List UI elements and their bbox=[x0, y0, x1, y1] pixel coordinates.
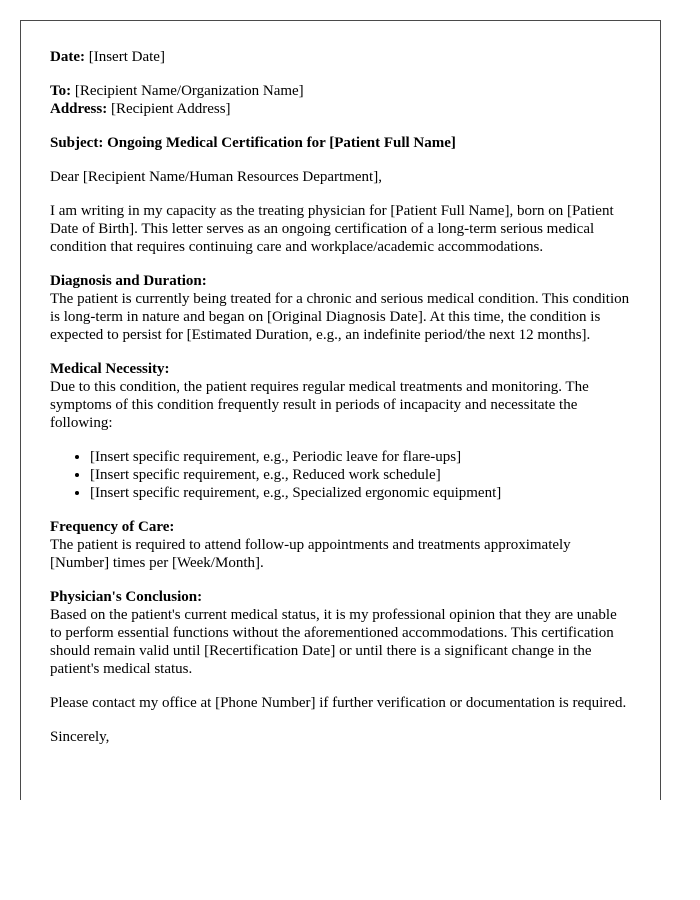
necessity-heading: Medical Necessity: bbox=[50, 361, 170, 377]
letter-page bbox=[20, 20, 661, 800]
list-item: • [Insert specific requirement, e.g., Periodic leave for flare-ups] bbox=[90, 448, 632, 466]
diagnosis-section bbox=[50, 272, 632, 344]
conclusion-heading: Physician's Conclusion: bbox=[50, 589, 203, 605]
intro-paragraph: I am writing in my capacity as the treating physician for [Patient Full Name], born on [Patient Date of Birth]. This letter serves as an ongoing certification of a long-term serious medical condition that requires continuing care and workplace/academic accommodations. bbox=[50, 203, 614, 255]
list-item: • [Insert specific requirement, e.g., Specialized ergonomic equipment] bbox=[90, 484, 632, 502]
to-value: [Recipient Name/Organization Name] bbox=[74, 83, 304, 99]
list-item: • [Insert specific requirement, e.g., Reduced work schedule] bbox=[90, 466, 632, 484]
frequency-text: The patient is required to attend follow-up appointments and treatments approximately [Number] times per [Week/Month]. bbox=[50, 537, 571, 571]
subject-line bbox=[50, 134, 632, 152]
frequency-heading: Frequency of Care: bbox=[50, 519, 175, 535]
necessity-section bbox=[50, 360, 632, 432]
salutation: Dear [Recipient Name/Human Resources Department], bbox=[50, 169, 382, 185]
frequency-section bbox=[50, 518, 632, 572]
subject-text: Subject: Ongoing Medical Certification for [Patient Full Name] bbox=[50, 135, 456, 151]
address-label: Address: bbox=[50, 101, 108, 117]
necessity-text: Due to this condition, the patient requires regular medical treatments and monitoring. The symptoms of this condition frequently result in periods of incapacity and necessitate the following: bbox=[50, 379, 589, 431]
date-line bbox=[50, 48, 632, 66]
contact-paragraph: Please contact my office at [Phone Number] if further verification or documentation is required. bbox=[50, 695, 627, 711]
date-label: Date: bbox=[50, 49, 85, 65]
conclusion-text: Based on the patient's current medical status, it is my professional opinion that they are unable to perform essential functions without the aforementioned accommodations. This certification should remain valid until [Recertification Date] or until there is a significant change in the patient's medical status. bbox=[50, 607, 617, 677]
diagnosis-text: The patient is currently being treated for a chronic and serious medical condition. This condition is long-term in nature and began on [Original Diagnosis Date]. At this time, the condition is expected to persist for [Estimated Duration, e.g., an indefinite period/the next 12 months]. bbox=[50, 291, 630, 343]
closing-line: Sincerely, bbox=[50, 729, 110, 745]
address-line bbox=[50, 100, 632, 118]
date-value: [Insert Date] bbox=[88, 49, 165, 65]
to-label: To: bbox=[50, 83, 72, 99]
to-line bbox=[50, 82, 632, 100]
diagnosis-heading: Diagnosis and Duration: bbox=[50, 273, 207, 289]
requirements-list bbox=[50, 448, 632, 502]
conclusion-section bbox=[50, 588, 632, 678]
address-value: [Recipient Address] bbox=[110, 101, 231, 117]
